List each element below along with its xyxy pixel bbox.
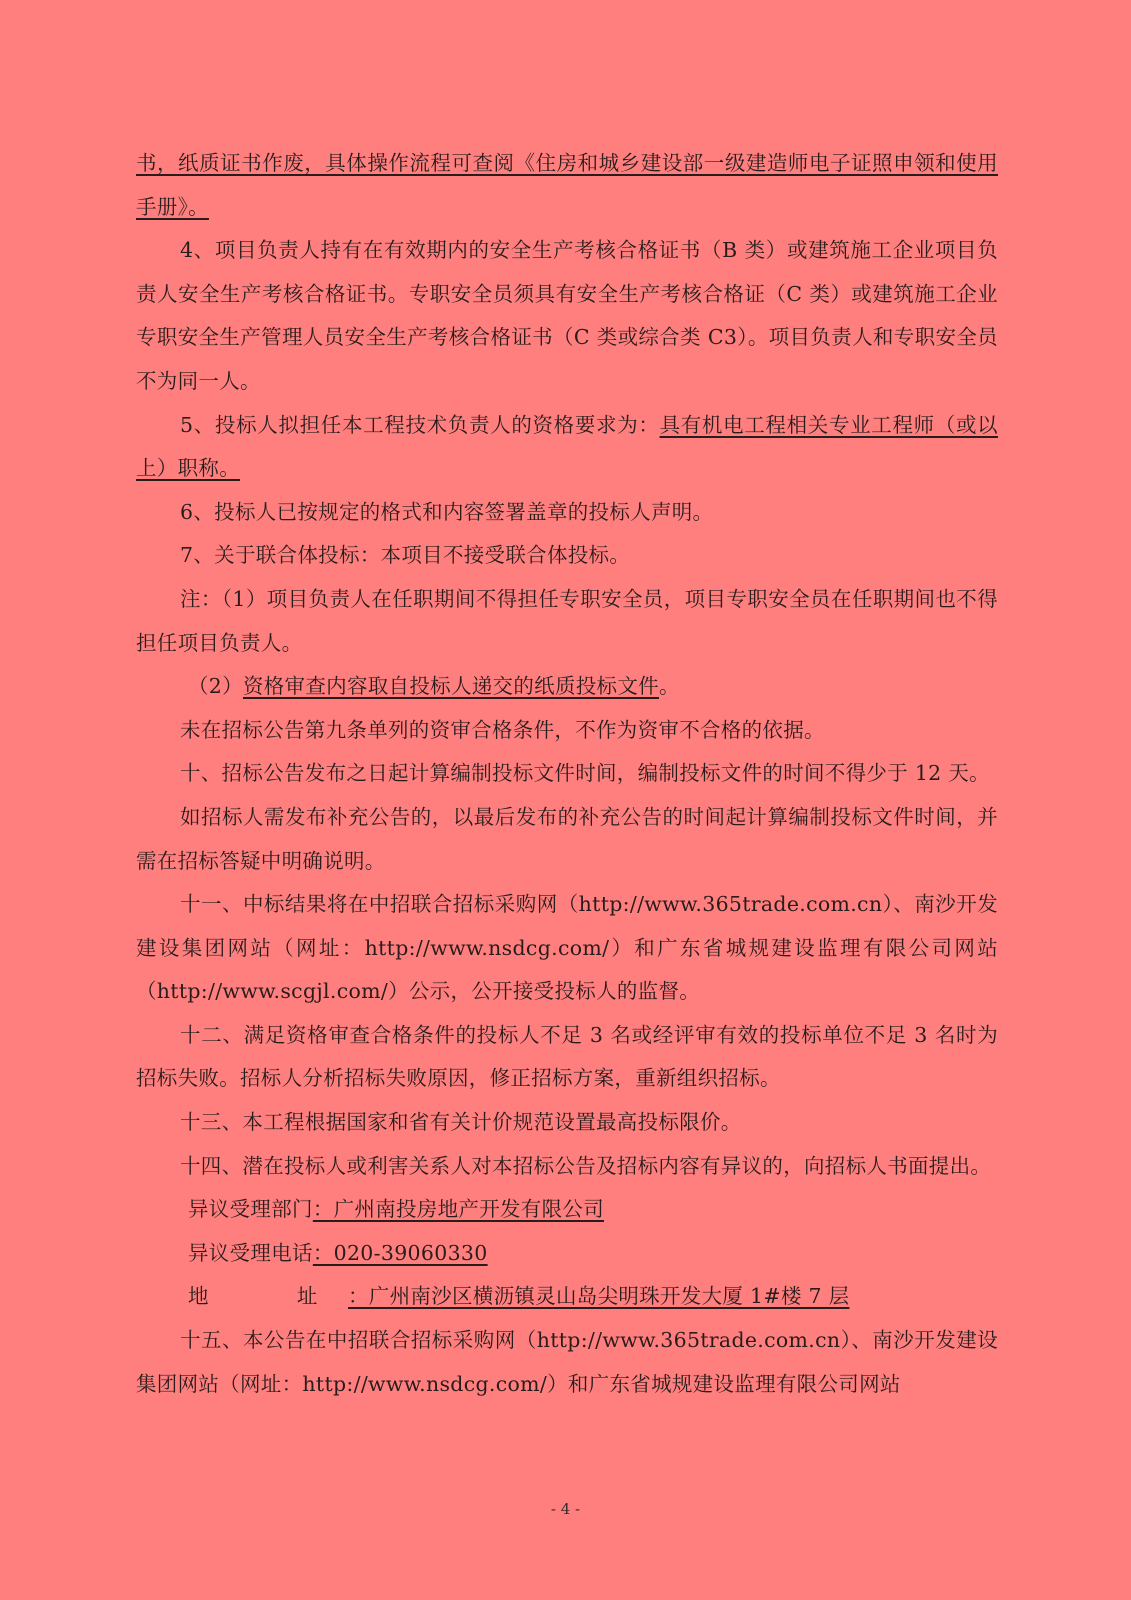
paragraph-4: 4、项目负责人持有在有效期内的安全生产考核合格证书（B 类）或建筑施工企业项目负责人安全生产考核合格证书。专职安全员须具有安全生产考核合格证（C 类）或建筑施工企业专职安全生产管理人员安全生产考核合格证书（C 类或综合类 C3）。项目负责人和专职安全员不为同一人。 [136,238,998,393]
paragraph-5 [136,404,998,491]
objection-address-value: ：广州南沙区横沥镇灵山岛尖明珠开发大厦 1#楼 7 层 [348,1284,850,1309]
note-2-underlined: 资格审查内容取自投标人递交的纸质投标文件 [242,674,659,699]
address-label-char-1: 地 [188,1284,209,1309]
paragraph-unlisted-conditions: 未在招标公告第九条单列的资审合格条件，不作为资审不合格的依据。 [180,717,825,742]
document-body [136,142,998,1406]
note-2 [136,665,998,709]
tech-lead-requirement-label: 5、投标人拟担任本工程技术负责人的资格要求为： [180,412,660,437]
section-11: 十一、中标结果将在中招联合招标采购网（http://www.365trade.com.cn）、南沙开发建设集团网站（网址：http://www.nsdcg.com/）和广东省城规建设监理有限公司网站（http://www.scgjl.com/）公示，公开接受投标人的监督。 [136,892,998,1004]
page-number: - 4 - [550,1500,581,1518]
objection-phone [136,1232,998,1276]
objection-address [136,1275,998,1319]
objection-phone-label: 异议受理电话 [188,1240,313,1265]
section-14: 十四、潜在投标人或利害关系人对本招标公告及招标内容有异议的，向招标人书面提出。 [180,1153,992,1178]
objection-department-label: 异议受理部门 [188,1197,313,1222]
section-10: 十、招标公告发布之日起计算编制投标文件时间，编制投标文件的时间不得少于 12 天。 [180,761,990,786]
manual-reference: 书，纸质证书作废，具体操作流程可查阅《住房和城乡建设部一级建造师电子证照申领和使用手册》。 [136,151,998,219]
tech-lead-requirement: 具有机电工程相关专业工程师（或以上）职称。 [136,412,998,481]
note-2-end: 。 [658,674,680,699]
paragraph-6: 6、投标人已按规定的格式和内容签署盖章的投标人声明。 [180,499,714,524]
paragraph-7: 7、关于联合体投标：本项目不接受联合体投标。 [180,543,631,568]
note-1: 注：（1）项目负责人在任职期间不得担任专职安全员，项目专职安全员在任职期间也不得担任项目负责人。 [136,586,998,655]
section-15: 十五、本公告在中招联合招标采购网（http://www.365trade.com.cn）、南沙开发建设集团网站（网址：http://www.nsdcg.com/）和广东省城规建设监理有限公司网站 [136,1328,998,1396]
address-label-char-2: 址 [296,1284,318,1309]
section-13: 十三、本工程根据国家和省有关计价规范设置最高投标限价。 [180,1110,742,1135]
objection-address-label [188,1275,348,1319]
objection-department [136,1188,998,1232]
supplementary-notice: 如招标人需发布补充公告的，以最后发布的补充公告的时间起计算编制投标文件时间，并需在招标答疑中明确说明。 [136,804,998,873]
objection-department-value: ：广州南投房地产开发有限公司 [312,1197,605,1222]
note-2-number: （2） [188,674,243,699]
objection-phone-value: ：020-39060330 [312,1240,488,1265]
paragraph-1 [136,142,998,229]
section-12: 十二、满足资格审查合格条件的投标人不足 3 名或经评审有效的投标单位不足 3 名时为招标失败。招标人分析招标失败原因，修正招标方案，重新组织招标。 [136,1022,998,1091]
